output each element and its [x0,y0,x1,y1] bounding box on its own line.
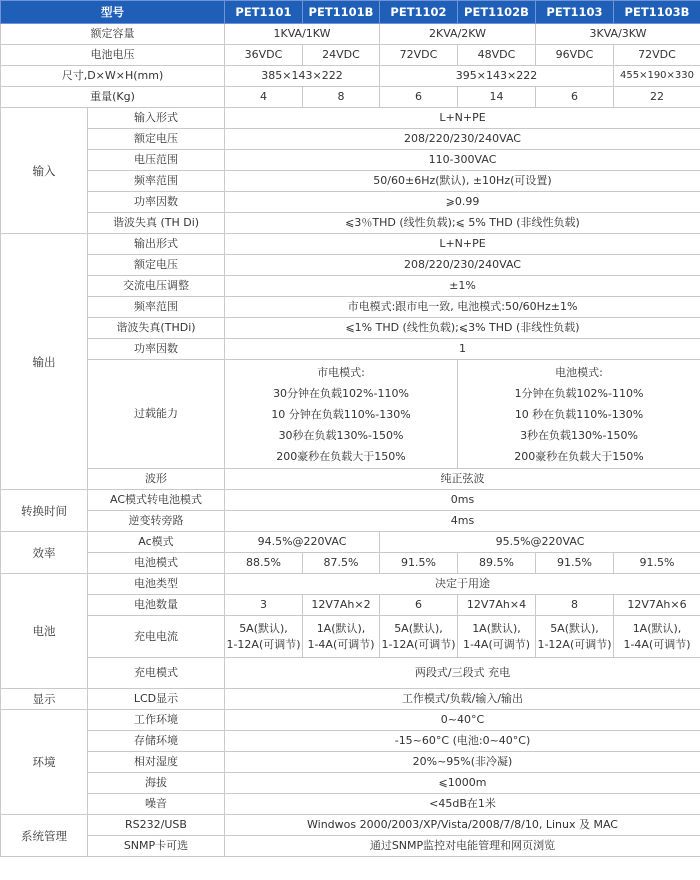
transfer-row [1,511,700,532]
row-label: 过载能力 [88,360,225,469]
row-label: 电压范围 [88,150,225,171]
overload-line: 30秒在负载130%-150% [278,428,404,442]
group-label-input: 输入 [1,108,88,234]
cell-value: 决定于用途 [225,574,700,595]
charge-line: 1-4A(可调节) [307,637,375,651]
cell-value: L+N+PE [225,234,700,255]
charge-line: 1-12A(可调节) [537,637,612,651]
output-row [1,234,700,255]
cell-value: 通过SNMP监控对电能管理和网页浏览 [225,836,700,857]
row-label: 输入形式 [88,108,225,129]
model-name: PET1101B [303,1,380,24]
row-label: 尺寸,D×W×H(mm) [1,66,225,87]
group-label-output: 输出 [1,234,88,490]
row-label: 工作环境 [88,710,225,731]
row-label: 相对湿度 [88,752,225,773]
cell-value: ±1% [225,276,700,297]
output-row [1,276,700,297]
row-label: AC模式转电池模式 [88,490,225,511]
model-name: PET1101 [225,1,303,24]
group-label-transfer: 转换时间 [1,490,88,532]
row-label: 存储环境 [88,731,225,752]
cell-value: 88.5% [225,553,303,574]
charge-current-cell [614,616,700,658]
row-label: 额定电压 [88,255,225,276]
cell-value: ⩽3％THD (线性负载);⩽ 5% THD (非线性负载) [225,213,700,234]
cell-value: 两段式/三段式 充电 [225,658,700,689]
row-label: 电池类型 [88,574,225,595]
charge-current-cell [380,616,458,658]
charge-line: 5A(默认), [239,621,288,635]
cell-value: 87.5% [303,553,380,574]
charge-line: 1A(默认), [632,621,682,635]
row-label: 功率因数 [88,192,225,213]
group-label-management: 系统管理 [1,815,88,857]
environment-row [1,794,700,815]
row-label: Ac模式 [88,532,225,553]
output-row [1,297,700,318]
row-label: 逆变转旁路 [88,511,225,532]
overload-line: 电池模式: [555,365,603,379]
cell-value: 91.5% [380,553,458,574]
cell-value: 20%~95%(非冷凝) [225,752,700,773]
cell-value: 4 [225,87,303,108]
cell-value: 6 [380,595,458,616]
row-label: 重量(Kg) [1,87,225,108]
efficiency-ac-row [1,532,700,553]
overload-mains [225,360,458,469]
cell-value: <45dB在1米 [225,794,700,815]
row-label: LCD显示 [88,689,225,710]
battery-type-row [1,574,700,595]
row-label: 功率因数 [88,339,225,360]
cell-value: 96VDC [536,45,614,66]
cell-value: -15~60°C (电池:0~40°C) [225,731,700,752]
group-label-battery: 电池 [1,574,88,689]
cell-value: 455×190×330 [614,66,700,87]
output-row [1,255,700,276]
group-label-efficiency: 效率 [1,532,88,574]
cell-value: 91.5% [614,553,700,574]
row-label: 海拔 [88,773,225,794]
environment-row [1,710,700,731]
cell-value: 12V7Ah×2 [303,595,380,616]
cell-value: 0~40°C [225,710,700,731]
row-label: 电池数量 [88,595,225,616]
input-row [1,192,700,213]
charge-line: 1-12A(可调节) [226,637,301,651]
cell-value: 12V7Ah×6 [614,595,700,616]
cell-value: 2KVA/2KW [380,24,536,45]
overload-row [1,360,700,469]
cell-value: 48VDC [458,45,536,66]
overload-line: 10 秒在负载110%-130% [514,407,644,421]
row-label: 噪音 [88,794,225,815]
cell-value: 385×143×222 [225,66,380,87]
environment-row [1,773,700,794]
model-name: PET1103 [536,1,614,24]
cell-value: 0ms [225,490,700,511]
row-label: RS232/USB [88,815,225,836]
cell-value: ⩽1000m [225,773,700,794]
size-row [1,66,700,87]
model-header: 型号 [1,1,225,24]
input-row [1,213,700,234]
overload-line: 市电模式: [317,365,365,379]
output-row [1,318,700,339]
charge-current-cell [458,616,536,658]
cell-value: 6 [380,87,458,108]
cell-value: 工作模式/负载/输入/输出 [225,689,700,710]
charge-line: 1A(默认), [316,621,366,635]
cell-value: 72VDC [614,45,700,66]
charge-line: 1A(默认), [472,621,521,635]
model-name: PET1103B [614,1,700,24]
row-label: 交流电压调整 [88,276,225,297]
group-label-environment: 环境 [1,710,88,815]
row-label: SNMP卡可选 [88,836,225,857]
cell-value: ⩾0.99 [225,192,700,213]
group-label-display: 显示 [1,689,88,710]
cell-value: 3KVA/3KW [536,24,700,45]
cell-value: 395×143×222 [380,66,614,87]
environment-row [1,752,700,773]
charge-current-cell [303,616,380,658]
cell-value: 24VDC [303,45,380,66]
cell-value: 36VDC [225,45,303,66]
output-row [1,339,700,360]
charge-line: 5A(默认), [394,621,443,635]
model-name: PET1102 [380,1,458,24]
cell-value: 4ms [225,511,700,532]
overload-line: 10 分钟在负载110%-130% [271,407,411,421]
weight-row [1,87,700,108]
row-label: 充电电流 [88,616,225,658]
overload-line: 200豪秒在负载大于150% [276,449,406,463]
charge-current-cell [225,616,303,658]
input-row [1,108,700,129]
cell-value: L+N+PE [225,108,700,129]
row-label: 额定电压 [88,129,225,150]
row-label: 输出形式 [88,234,225,255]
overload-line: 1分钟在负载102%-110% [514,386,644,400]
cell-value: 6 [536,87,614,108]
overload-line: 30分钟在负载102%-110% [273,386,409,400]
charge-line: 1-4A(可调节) [462,637,531,651]
cell-value: 14 [458,87,536,108]
environment-row [1,731,700,752]
cell-value: 1KVA/1KW [225,24,380,45]
model-name: PET1102B [458,1,536,24]
row-label: 谐波失真 (TH Di) [88,213,225,234]
charge-line: 1-4A(可调节) [623,637,691,651]
row-label: 谐波失真(THDi) [88,318,225,339]
charge-line: 5A(默认), [550,621,599,635]
battery-count-row [1,595,700,616]
management-row [1,836,700,857]
charge-current-cell [536,616,614,658]
input-row [1,150,700,171]
cell-value: Windwos 2000/2003/XP/Vista/2008/7/8/10, Linux 及 MAC [225,815,700,836]
cell-value: 110-300VAC [225,150,700,171]
cell-value: 91.5% [536,553,614,574]
overload-line: 200豪秒在负载大于150% [514,449,644,463]
cell-value: 89.5% [458,553,536,574]
row-label: 额定容量 [1,24,225,45]
waveform-row [1,469,700,490]
row-label: 频率范围 [88,297,225,318]
charge-current-row [1,616,700,658]
cell-value: 94.5%@220VAC [225,532,380,553]
row-label: 频率范围 [88,171,225,192]
cell-value: 50/60±6Hz(默认), ±10Hz(可设置) [225,171,700,192]
cell-value: 8 [536,595,614,616]
cell-value: 95.5%@220VAC [380,532,700,553]
input-row [1,171,700,192]
cell-value: 22 [614,87,700,108]
cell-value: 1 [225,339,700,360]
capacity-row [1,24,700,45]
header-row [1,1,700,24]
overload-line: 3秒在负载130%-150% [520,428,638,442]
cell-value: 纯正弦波 [225,469,700,490]
cell-value: 3 [225,595,303,616]
cell-value: 市电模式:跟市电一致, 电池模式:50/60Hz±1% [225,297,700,318]
row-label: 电池模式 [88,553,225,574]
transfer-row [1,490,700,511]
management-row [1,815,700,836]
battery-voltage-row [1,45,700,66]
cell-value: 12V7Ah×4 [458,595,536,616]
cell-value: ⩽1% THD (线性负载);⩽3% THD (非线性负载) [225,318,700,339]
cell-value: 72VDC [380,45,458,66]
row-label: 电池电压 [1,45,225,66]
row-label: 波形 [88,469,225,490]
charge-line: 1-12A(可调节) [381,637,456,651]
row-label: 充电模式 [88,658,225,689]
efficiency-battery-row [1,553,700,574]
input-row [1,129,700,150]
overload-battery [458,360,700,469]
cell-value: 8 [303,87,380,108]
cell-value: 208/220/230/240VAC [225,129,700,150]
charge-mode-row [1,658,700,689]
display-row [1,689,700,710]
cell-value: 208/220/230/240VAC [225,255,700,276]
